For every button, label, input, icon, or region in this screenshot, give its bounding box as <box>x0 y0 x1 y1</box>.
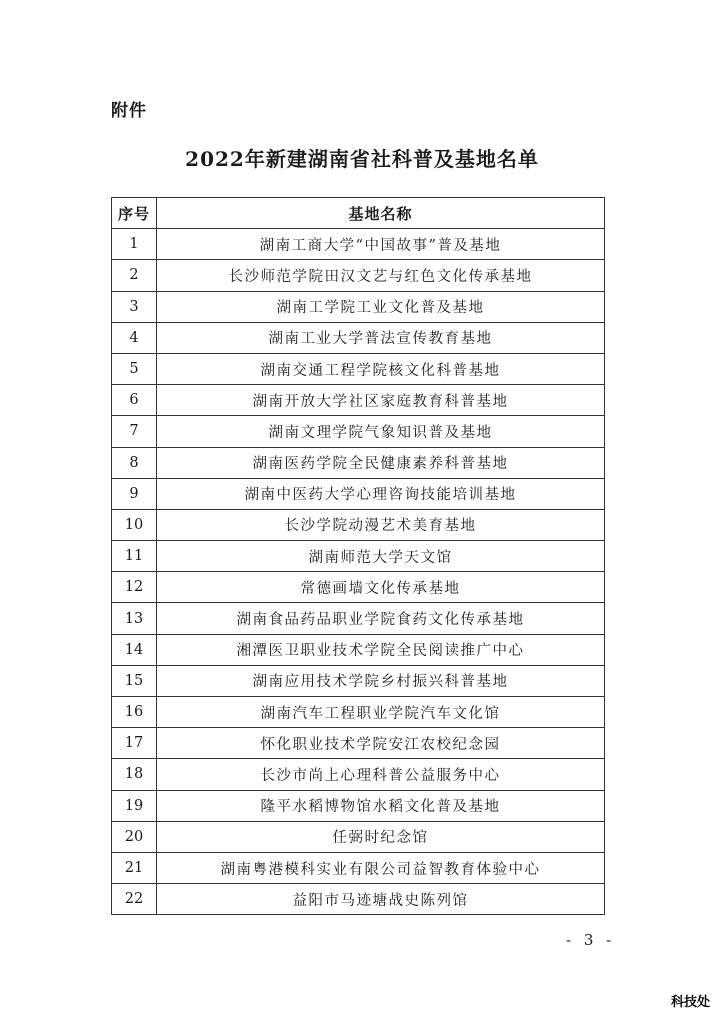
row-index: 13 <box>112 603 157 634</box>
table-row <box>112 697 605 728</box>
table-row <box>112 478 605 509</box>
row-index: 22 <box>112 884 157 915</box>
row-index: 18 <box>112 759 157 790</box>
row-base-name: 常德画墙文化传承基地 <box>157 572 605 603</box>
table-header-row <box>112 198 605 229</box>
row-base-name: 湖南文理学院气象知识普及基地 <box>157 416 605 447</box>
row-base-name: 湘潭医卫职业技术学院全民阅读推广中心 <box>157 634 605 665</box>
row-index: 8 <box>112 447 157 478</box>
row-base-name: 湖南汽车工程职业学院汽车文化馆 <box>157 697 605 728</box>
row-base-name: 湖南中医药大学心理咨询技能培训基地 <box>157 478 605 509</box>
page-number: - 3 - <box>566 931 616 949</box>
row-base-name: 长沙学院动漫艺术美育基地 <box>157 509 605 540</box>
table-row <box>112 509 605 540</box>
table-row <box>112 260 605 291</box>
table-row <box>112 385 605 416</box>
department-label: 科技处 <box>670 995 710 1010</box>
table-row <box>112 322 605 353</box>
row-base-name: 益阳市马迹塘战史陈列馆 <box>157 884 605 915</box>
column-header-index: 序号 <box>112 198 157 229</box>
table-row <box>112 416 605 447</box>
table-row <box>112 447 605 478</box>
table-row <box>112 665 605 696</box>
row-base-name: 湖南师范大学天文馆 <box>157 541 605 572</box>
row-base-name: 长沙师范学院田汉文艺与红色文化传承基地 <box>157 260 605 291</box>
row-base-name: 湖南食品药品职业学院食药文化传承基地 <box>157 603 605 634</box>
row-index: 3 <box>112 291 157 322</box>
table-row <box>112 603 605 634</box>
table-row <box>112 759 605 790</box>
row-base-name: 任弼时纪念馆 <box>157 821 605 852</box>
row-base-name: 湖南交通工程学院核文化科普基地 <box>157 353 605 384</box>
row-base-name: 湖南工学院工业文化普及基地 <box>157 291 605 322</box>
row-index: 21 <box>112 852 157 883</box>
row-index: 11 <box>112 541 157 572</box>
row-base-name: 湖南工商大学“中国故事”普及基地 <box>157 229 605 260</box>
row-index: 2 <box>112 260 157 291</box>
row-base-name: 湖南医药学院全民健康素养科普基地 <box>157 447 605 478</box>
table-row <box>112 572 605 603</box>
row-index: 6 <box>112 385 157 416</box>
table-row <box>112 291 605 322</box>
row-index: 12 <box>112 572 157 603</box>
row-base-name: 湖南开放大学社区家庭教育科普基地 <box>157 385 605 416</box>
row-index: 16 <box>112 697 157 728</box>
row-base-name: 湖南粤港模科实业有限公司益智教育体验中心 <box>157 852 605 883</box>
row-index: 15 <box>112 665 157 696</box>
row-index: 10 <box>112 509 157 540</box>
row-index: 17 <box>112 728 157 759</box>
base-list-table <box>111 197 605 915</box>
row-base-name: 湖南工业大学普法宣传教育基地 <box>157 322 605 353</box>
row-index: 5 <box>112 353 157 384</box>
row-base-name: 长沙市尚上心理科普公益服务中心 <box>157 759 605 790</box>
table-row <box>112 821 605 852</box>
row-base-name: 隆平水稻博物馆水稻文化普及基地 <box>157 790 605 821</box>
row-base-name: 湖南应用技术学院乡村振兴科普基地 <box>157 665 605 696</box>
table-row <box>112 634 605 665</box>
table-row <box>112 884 605 915</box>
row-index: 14 <box>112 634 157 665</box>
row-index: 4 <box>112 322 157 353</box>
document-title: 2022年新建湖南省社科普及基地名单 <box>185 147 539 171</box>
row-index: 19 <box>112 790 157 821</box>
table-row <box>112 353 605 384</box>
column-header-name: 基地名称 <box>157 198 605 229</box>
attachment-label: 附件 <box>111 101 147 121</box>
table-row <box>112 852 605 883</box>
row-index: 7 <box>112 416 157 447</box>
table-row <box>112 229 605 260</box>
row-index: 1 <box>112 229 157 260</box>
table-row <box>112 728 605 759</box>
row-index: 20 <box>112 821 157 852</box>
table-row <box>112 541 605 572</box>
table-row <box>112 790 605 821</box>
row-index: 9 <box>112 478 157 509</box>
row-base-name: 怀化职业技术学院安江农校纪念园 <box>157 728 605 759</box>
